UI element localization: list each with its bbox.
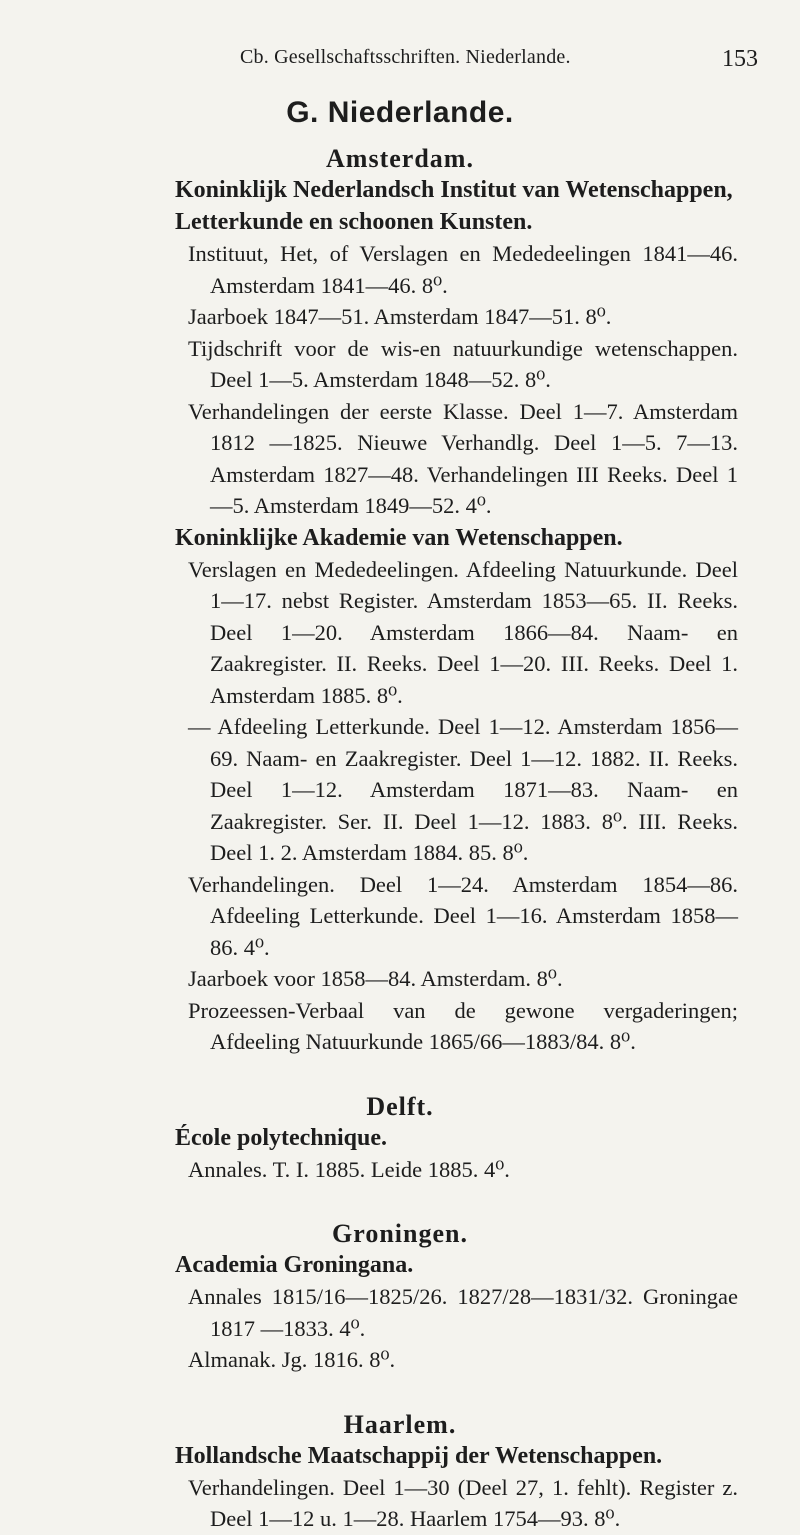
city-heading-delft: Delft. — [366, 1091, 434, 1121]
section-title: G. Niederlande. — [286, 96, 514, 129]
list-item: Tijdschrift voor de wis-en natuurkundige wetenschappen. Deel 1—5. Amsterdam 1848—52. 8⁰. — [188, 335, 738, 392]
page-number: 153 — [722, 46, 758, 72]
list-item: Jaarboek voor 1858—84. Amsterdam. 8⁰. — [188, 966, 563, 991]
list-item: Almanak. Jg. 1816. 8⁰. — [188, 1347, 396, 1372]
spacer — [0, 1185, 800, 1219]
main-content — [0, 96, 800, 1535]
list-item: Jaarboek 1847—51. Amsterdam 1847—51. 8⁰. — [188, 304, 612, 329]
list-item: — Afdeeling Letterkunde. Deel 1—12. Amsterdam 1856—69. Naam- en Zaakregister. Deel 1—12. 1882. II. Reeks. Deel 1—12. Amsterdam 1871—83. Naam- en Zaakregister. Ser. II. Deel 1—12. 1883. 8⁰. III. Reeks. Deel 1. 2. Amsterdam 1884. 85. 8⁰. — [188, 714, 738, 865]
list-item: Annales. T. I. 1885. Leide 1885. 4⁰. — [188, 1156, 510, 1182]
city-heading-groningen: Groningen. — [332, 1219, 468, 1248]
list-item: Prozeessen-Verbaal van de gewone vergaderingen; Afdeeling Natuurkunde 1865/66—1883/84. 8⁰. — [188, 997, 738, 1054]
list-item: Instituut, Het, of Verslagen en Mededeelingen 1841—46. Amsterdam 1841—46. 8⁰. — [188, 241, 738, 298]
list-item: Verhandelingen. Deel 1—24. Amsterdam 1854—86. Afdeeling Letterkunde. Deel 1—16. Amsterdam 1858—86. 4⁰. — [188, 871, 738, 960]
city-heading-haarlem: Haarlem. — [343, 1409, 457, 1439]
society-name: École polytechnique. — [175, 1124, 388, 1151]
spacer — [0, 1376, 800, 1410]
society-name: Academia Groningana. — [175, 1252, 414, 1278]
society-name: Hollandsche Maatschappij der Wetenschappen. — [175, 1442, 663, 1469]
society-name: Koninklijk Nederlandsch Institut van Wetenschappen, Letterkunde en schoonen Kunsten. — [175, 177, 733, 235]
list-item: Verhandelingen. Deel 1—30 (Deel 27, 1. fehlt). Register z. Deel 1—12 u. 1—28. Haarlem 1754—93. 8⁰. — [188, 1474, 738, 1531]
running-header — [0, 46, 800, 76]
society-name: Koninklijke Akademie van Wetenschappen. — [175, 524, 623, 551]
running-title: Cb. Gesellschaftsschriften. Niederlande. — [240, 46, 571, 68]
city-heading-amsterdam: Amsterdam. — [326, 144, 474, 173]
list-item: Verslagen en Mededeelingen. Afdeeling Natuurkunde. Deel 1—17. nebst Register. Amsterdam 1853—65. II. Reeks. Deel 1—20. Amsterdam 1866—84. Naam- en Zaakregister. II. Reeks. Deel 1—20. III. Reeks. Deel 1. Amsterdam 1885. 8⁰. — [188, 556, 738, 708]
spacer — [0, 1058, 800, 1092]
list-item: Annales 1815/16—1825/26. 1827/28—1831/32. Groningae 1817 —1833. 4⁰. — [188, 1284, 738, 1341]
list-item: Verhandelingen der eerste Klasse. Deel 1—7. Amsterdam 1812 —1825. Nieuwe Verhandlg. Deel 1—5. 7—13. Amsterdam 1827—48. Verhandelingen III Reeks. Deel 1—5. Amsterdam 1849—52. 4⁰. — [188, 398, 738, 518]
